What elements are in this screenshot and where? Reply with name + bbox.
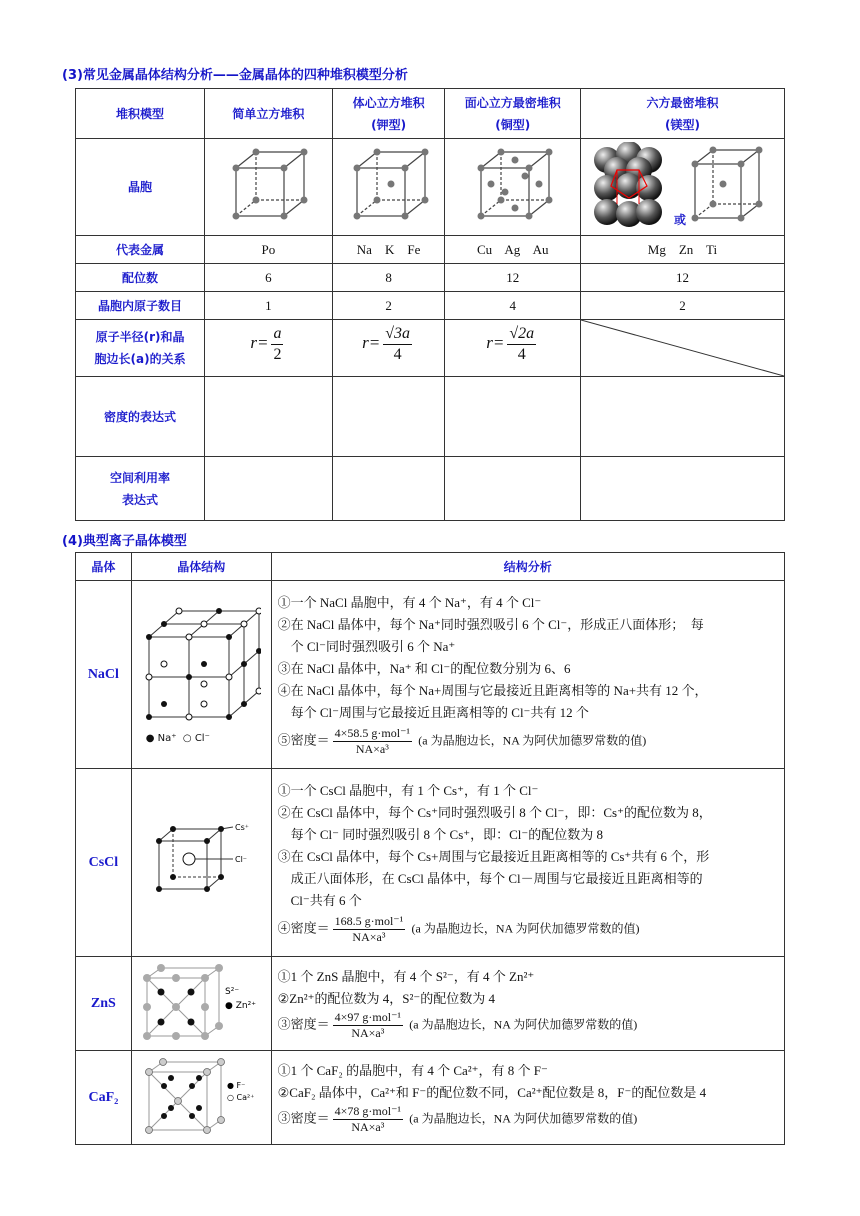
- nacl-density: ⑤密度＝ $\frac{\text{4×58.5 g·mol⁻¹}}{\text{NA×a³}}$ (a 为晶胞边长，NA 为阿伏加德罗常数的值): [277, 726, 647, 756]
- metals-simple-cubic: Po: [205, 236, 333, 264]
- metal-stacking-table: [75, 88, 785, 521]
- nacl-line-4: ③在 NaCl 晶体中，Na⁺ 和 Cl⁻的配位数分别为 6、6: [277, 661, 571, 676]
- header-fcc: 面心立方最密堆积 (铜型): [445, 89, 581, 139]
- crystal-name-nacl: NaCl: [76, 581, 132, 769]
- zns-legend-zn: ● Zn²⁺: [224, 1000, 256, 1011]
- atoms-bcc: 2: [332, 292, 445, 320]
- crystal-name-zns: ZnS: [76, 957, 132, 1051]
- nacl-line-5: ④在 NaCl 晶体中，每个 Na+周围与它最接近且距离相等的 Na+共有 12 个，: [277, 683, 708, 698]
- metals-fcc: Cu Ag Au: [445, 236, 581, 264]
- header-bcc: 体心立方堆积 (钾型): [332, 89, 445, 139]
- nacl-line-1: ①一个 NaCl 晶胞中，有 4 个 Na⁺，有 4 个 Cl⁻: [277, 595, 542, 610]
- bcc-cell-image: [332, 139, 445, 236]
- row-label-utilization: 空间利用率 表达式: [76, 457, 205, 521]
- nacl-line-3: 个 Cl⁻同时强烈吸引 6 个 Na⁺: [277, 639, 456, 654]
- header-analysis: 结构分析: [271, 553, 784, 581]
- metals-bcc: Na K Fe: [332, 236, 445, 264]
- cscl-legend-cl: Cl⁻: [235, 854, 248, 864]
- nacl-analysis: [271, 581, 784, 769]
- caf2-structure-image: [131, 1051, 271, 1145]
- row-label-coord: 配位数: [76, 264, 205, 292]
- density-simple-cubic: [205, 377, 333, 457]
- header-hcp: 六方最密堆积 (镁型): [580, 89, 784, 139]
- section4-title: (4)典型离子晶体模型: [62, 534, 187, 549]
- radius-hcp-empty: [580, 320, 784, 377]
- atoms-hcp: 2: [580, 292, 784, 320]
- simple-cubic-cell-image: [205, 139, 333, 236]
- nacl-line-6: 每个 Cl⁻周围与它最接近且距离相等的 Cl⁻共有 12 个: [277, 705, 589, 720]
- nacl-line-2: ②在 NaCl 晶体中，每个 Na⁺同时强烈吸引 6 个 Cl⁻，形成正八面体形； 每: [277, 617, 704, 632]
- row-label-atoms: 晶胞内原子数目: [76, 292, 205, 320]
- zns-density: ③密度＝ $\frac{\text{4×97 g·mol⁻¹}}{\text{NA×a³}}$ (a 为晶胞边长，NA 为阿伏加德罗常数的值): [277, 1010, 638, 1040]
- cscl-line-2: ②在 CsCl 晶体中，每个 Cs⁺同时强烈吸引 8 个 Cl⁻，即：Cs⁺的配位数为 8，: [277, 805, 712, 820]
- cscl-density: ④密度＝ $\frac{\text{168.5 g·mol⁻¹}}{\text{NA×a³}}$ (a 为晶胞边长，NA 为阿伏加德罗常数的值): [277, 914, 640, 944]
- caf2-legend-ca: ○ Ca²⁺: [226, 1092, 255, 1102]
- crystal-name-cscl: CsCl: [76, 769, 132, 957]
- radius-bcc: r= $\frac{√3a}{4}$: [332, 320, 445, 377]
- header-simple-cubic: 简单立方堆积: [205, 89, 333, 139]
- cscl-structure-image: [131, 769, 271, 957]
- nacl-structure-image: [131, 581, 271, 769]
- cscl-line-3: 每个 Cl⁻ 同时强烈吸引 8 个 Cs⁺，即：Cl⁻的配位数为 8: [277, 827, 604, 842]
- cscl-line-6: Cl⁻共有 6 个: [277, 893, 362, 908]
- zns-legend-s: S²⁻: [224, 986, 239, 997]
- crystal-name-caf2: CaF₂: [76, 1051, 132, 1145]
- cscl-line-4: ③在 CsCl 晶体中，每个 Cs+周围与它最接近且距离相等的 Cs⁺共有 6 个，形: [277, 849, 710, 864]
- cscl-legend-cs: Cs⁺: [235, 822, 250, 832]
- row-label-metals: 代表金属: [76, 236, 205, 264]
- caf2-density: ③密度＝ $\frac{\text{4×78 g·mol⁻¹}}{\text{NA×a³}}$ (a 为晶胞边长，NA 为阿伏加德罗常数的值): [277, 1104, 638, 1134]
- util-fcc: [445, 457, 581, 521]
- util-bcc: [332, 457, 445, 521]
- fcc-cell-image: [445, 139, 581, 236]
- metals-hcp: Mg Zn Ti: [580, 236, 784, 264]
- nacl-legend-cl: ○ Cl⁻: [182, 733, 210, 744]
- util-hcp: [580, 457, 784, 521]
- caf2-line-2: ②CaF₂ 晶体中，Ca²⁺和 F⁻的配位数不同，Ca²⁺配位数是 8，F⁻的配位数是 4: [277, 1085, 707, 1100]
- density-hcp: [580, 377, 784, 457]
- row-label-radius: 原子半径(r)和晶 胞边长(a)的关系: [76, 320, 205, 377]
- or-label: 或: [673, 213, 686, 227]
- util-simple-cubic: [205, 457, 333, 521]
- ionic-crystal-table: [75, 552, 785, 1145]
- zns-line-1: ①1 个 ZnS 晶胞中，有 4 个 S²⁻，有 4 个 Zn²⁺: [277, 969, 535, 984]
- header-structure: 晶体结构: [131, 553, 271, 581]
- header-crystal: 晶体: [76, 553, 132, 581]
- density-fcc: [445, 377, 581, 457]
- caf2-analysis: [271, 1051, 784, 1145]
- density-bcc: [332, 377, 445, 457]
- radius-simple-cubic: r= $\frac{a}{2}$: [205, 320, 333, 377]
- zns-analysis: [271, 957, 784, 1051]
- coord-bcc: 8: [332, 264, 445, 292]
- cscl-line-5: 成正八面体形，在 CsCl 晶体中，每个 Cl－周围与它最接近且距离相等的: [277, 871, 703, 886]
- coord-simple-cubic: 6: [205, 264, 333, 292]
- caf2-legend-f: ● F⁻: [226, 1080, 246, 1090]
- atoms-simple-cubic: 1: [205, 292, 333, 320]
- caf2-line-1: ①1 个 CaF₂ 的晶胞中，有 4 个 Ca²⁺，有 8 个 F⁻: [277, 1063, 548, 1078]
- nacl-legend-na: ● Na⁺: [145, 733, 177, 744]
- atoms-fcc: 4: [445, 292, 581, 320]
- row-label-density: 密度的表达式: [76, 377, 205, 457]
- zns-line-2: ②Zn²⁺的配位数为 4，S²⁻的配位数为 4: [277, 991, 495, 1006]
- section3-title: (3)常见金属晶体结构分析——金属晶体的四种堆积模型分析: [62, 68, 408, 83]
- zns-structure-image: [131, 957, 271, 1051]
- cscl-analysis: [271, 769, 784, 957]
- cscl-line-1: ①一个 CsCl 晶胞中，有 1 个 Cs⁺，有 1 个 Cl⁻: [277, 783, 539, 798]
- header-stacking-model: 堆积模型: [76, 89, 205, 139]
- coord-hcp: 12: [580, 264, 784, 292]
- radius-fcc: r= $\frac{√2a}{4}$: [445, 320, 581, 377]
- row-label-cell: 晶胞: [76, 139, 205, 236]
- hcp-cell-image: [580, 139, 784, 236]
- coord-fcc: 12: [445, 264, 581, 292]
